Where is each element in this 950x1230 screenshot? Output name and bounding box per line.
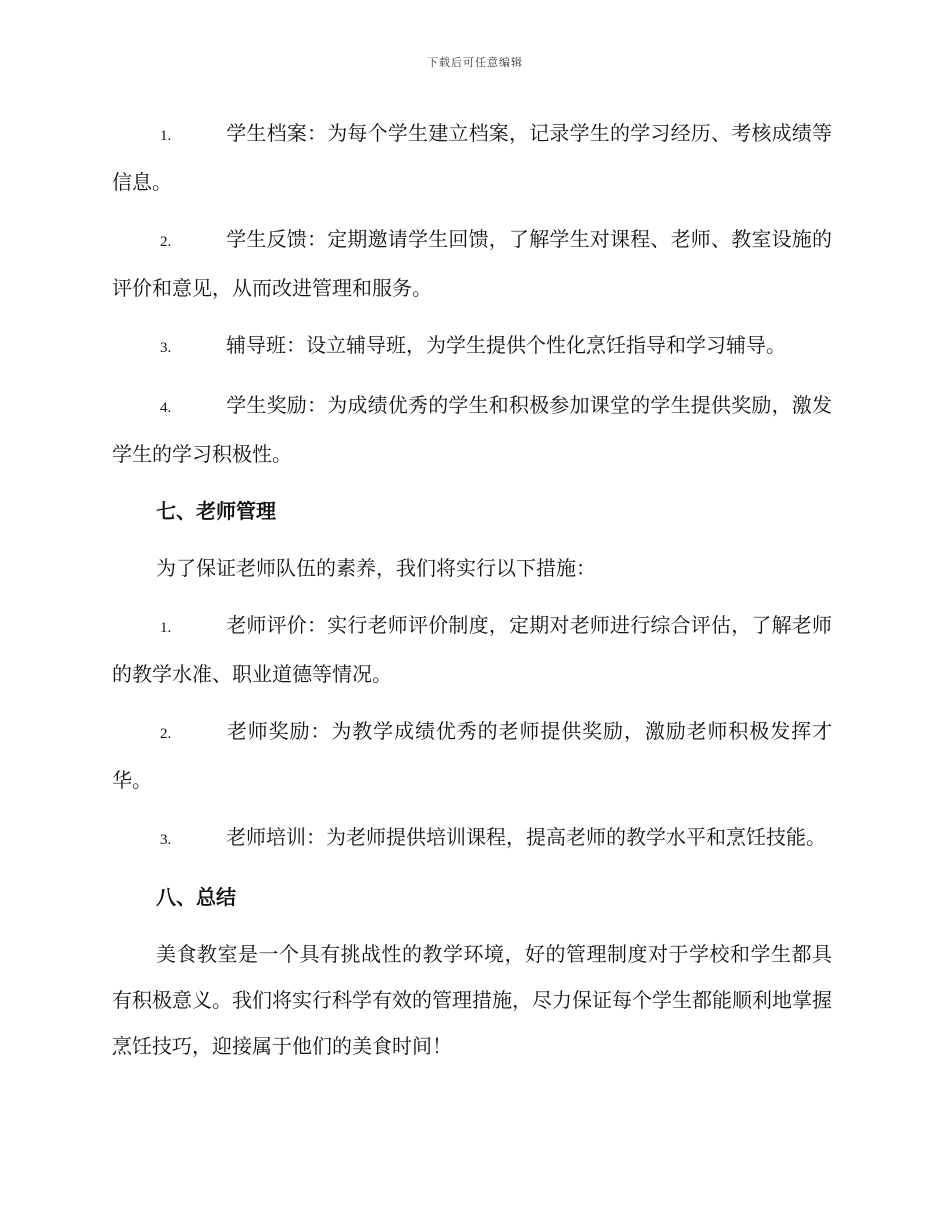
page-header: 下载后可任意编辑 [427,56,523,69]
list-text: 老师培训：为老师提供培训课程，提高老师的教学水平和烹饪技能。 [226,825,826,849]
list-text: 学生奖励：为成绩优秀的学生和积极参加课堂的学生提供奖励，激发学生的学习积极性。 [112,393,832,466]
list-item [112,602,832,697]
list-item [112,382,832,477]
list-item [112,814,832,863]
summary-paragraph: 美食教室是一个具有挑战性的教学环境，好的管理制度对于学校和学生都具有积极意义。我们将实行科学有效的管理措施，尽力保证每个学生都能顺利地掌握烹饪技巧，迎接属于他们的美食时间！ [112,942,832,1058]
list-text: 学生反馈：定期邀请学生回馈，了解学生对课程、老师、教室设施的评价和意见，从而改进管理和服务。 [112,227,832,300]
section-heading: 七、老师管理 [156,499,276,523]
list-number: 2. [160,234,172,250]
list-number: 1. [160,620,172,636]
list-text: 老师奖励：为教学成绩优秀的老师提供奖励，激励老师积极发挥才华。 [112,719,832,792]
list-item [112,708,832,803]
list-number: 1. [160,128,172,144]
section-intro: 为了保证老师队伍的素养，我们将实行以下措施： [156,556,596,580]
list-number: 2. [160,726,172,742]
section-heading: 八、总结 [156,885,236,909]
document-body [112,110,832,1069]
list-number: 4. [160,400,172,416]
list-text: 辅导班：设立辅导班，为学生提供个性化烹饪指导和学习辅导。 [226,333,786,357]
list-text: 学生档案：为每个学生建立档案，记录学生的学习经历、考核成绩等信息。 [112,121,832,194]
list-number: 3. [160,832,172,848]
list-item [112,322,832,371]
list-number: 3. [160,340,172,356]
list-text: 老师评价：实行老师评价制度，定期对老师进行综合评估，了解老师的教学水准、职业道德等情况。 [112,613,832,686]
list-item [112,110,832,205]
list-item [112,216,832,311]
